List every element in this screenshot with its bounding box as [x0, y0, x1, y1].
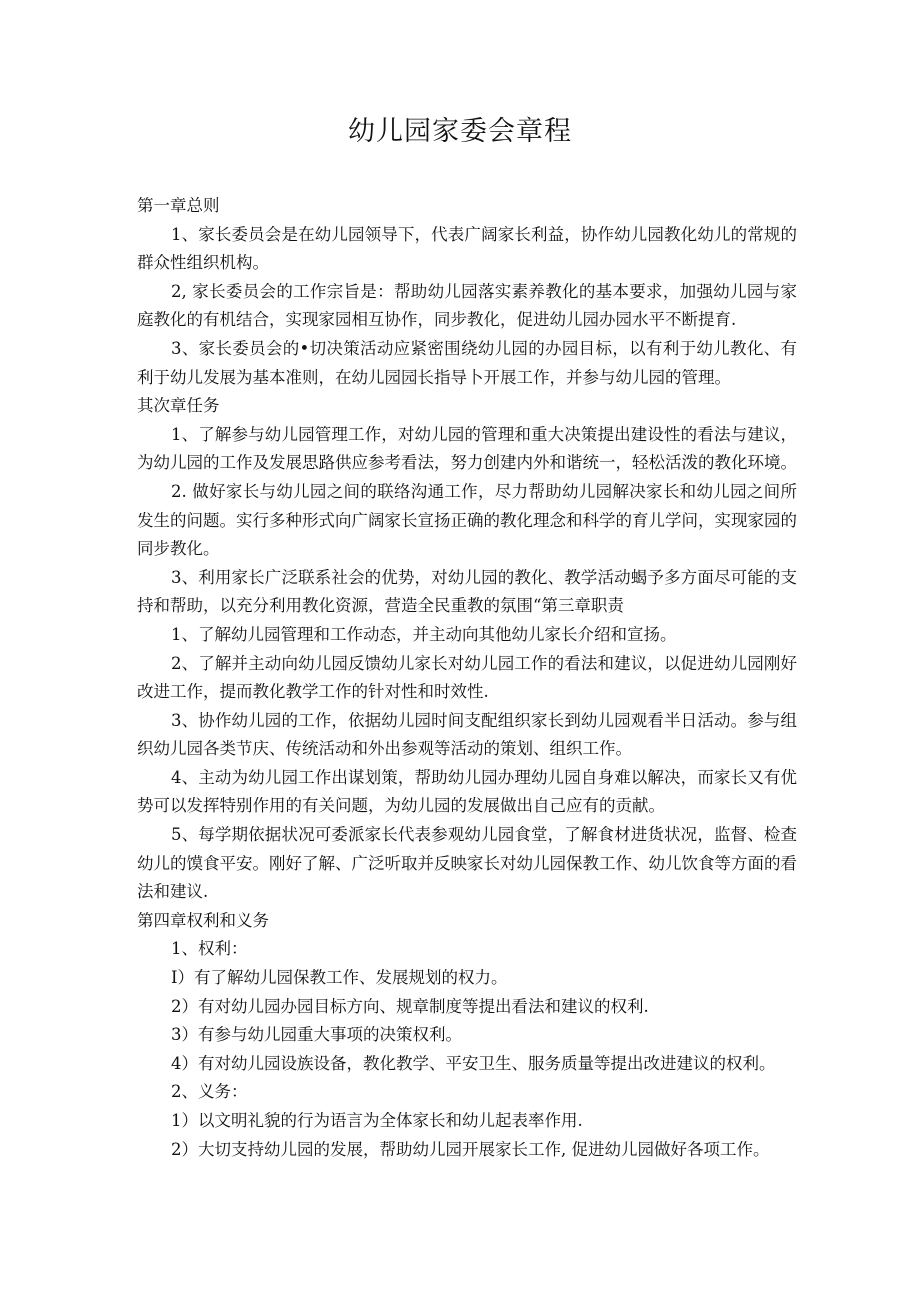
document-body	[137, 192, 797, 1164]
paragraph: 2）大切支持幼儿园的发展，帮助幼儿园开展家长工作, 促进幼儿园做好各项工作。	[171, 1139, 770, 1159]
paragraph: 1、了解幼儿园管理和工作动态，并主动向其他幼儿家长介绍和宣扬。	[171, 624, 677, 644]
paragraph: 4、主动为幼儿园工作出谋划策，帮助幼儿园办理幼儿园自身难以解决，而家长又有优势可以发挥特别作用的有关问题，为幼儿园的发展做出自己应有的贡献。	[137, 767, 797, 816]
chapter-heading: 第四章权利和义务	[137, 910, 269, 930]
chapter-heading: 第一章总则	[137, 196, 220, 215]
paragraph: 2）有对幼儿园办园目标方向、规章制度等提出看法和建议的权利.	[171, 996, 649, 1016]
paragraph: 2、了解并主动向幼儿园反馈幼儿家长对幼儿园工作的看法和建议，以促进幼儿园刚好改进工作，提而教化教学工作的针对性和时效性.	[137, 653, 797, 702]
paragraph: 2, 家长委员会的工作宗旨是：帮助幼儿园落实素养教化的基本要求，加强幼儿园与家庭教化的有机结合，实现家园相互协作，同步教化，促进幼儿园办园水平不断提育.	[137, 281, 797, 330]
paragraph: 3）有参与幼儿园重大事项的决策权利。	[171, 1025, 462, 1045]
paragraph: 2、义务：	[171, 1082, 248, 1102]
paragraph: 3、家长委员会的•切决策活动应紧密围绕幼儿园的办园目标，以有利于幼儿教化、有利于幼儿发展为基本准则，在幼儿园园长指导卜开展工作，并参与幼儿园的管理。	[137, 338, 797, 387]
paragraph: I）有了解幼儿园保教工作、发展规划的权力。	[171, 968, 508, 988]
paragraph: 1、了解参与幼儿园管理工作，对幼儿园的管理和重大决策提出建设性的看法与建议，为幼儿园的工作及发展思路供应参考看法，努力创建内外和谐统一，轻松活泼的教化环境。	[137, 424, 797, 473]
paragraph: 3、利用家长广泛联系社会的优势，对幼儿园的教化、教学活动蝎予多方面尽可能的支持和帮助，以充分利用教化资源，营造全民重教的氛围“第三章职责	[137, 567, 797, 616]
paragraph: 4）有对幼儿园设族设备，教化教学、平安卫生、服务质量等提出改进建议的权利。	[171, 1053, 776, 1073]
paragraph: 1、家长委员会是在幼儿园领导下，代表广阔家长利益，协作幼儿园教化幼儿的常规的群众性组织机构。	[137, 224, 797, 273]
chapter-heading: 其次章任务	[137, 396, 220, 416]
document-title: 幼儿园家委会章程	[348, 116, 572, 147]
paragraph: 3、协作幼儿园的工作，依据幼儿园时间支配组织家长到幼儿园观看半日活动。参与组织幼儿园各类节庆、传统活动和外出参观等活动的策划、组织工作。	[137, 710, 797, 759]
paragraph: 1）以文明礼貌的行为语言为全体家长和幼儿起表率作用.	[171, 1111, 583, 1130]
paragraph: 5、每学期依据状况可委派家长代表参观幼儿园食堂，了解食材进货状况，监督、检查幼儿的馍食平安。刚好了解、广泛听取并反映家长对幼儿园保教工作、幼儿饮食等方面的看法和建议.	[137, 825, 797, 902]
paragraph: 2. 做好家长与幼儿园之间的联络沟通工作，尽力帮助幼儿园解决家长和幼儿园之间所发生的问题。实行多种形式向广阔家长宣扬正确的教化理念和科学的育儿学问，实现家园的同步教化。	[137, 481, 797, 559]
paragraph: 1、权利：	[171, 939, 248, 959]
